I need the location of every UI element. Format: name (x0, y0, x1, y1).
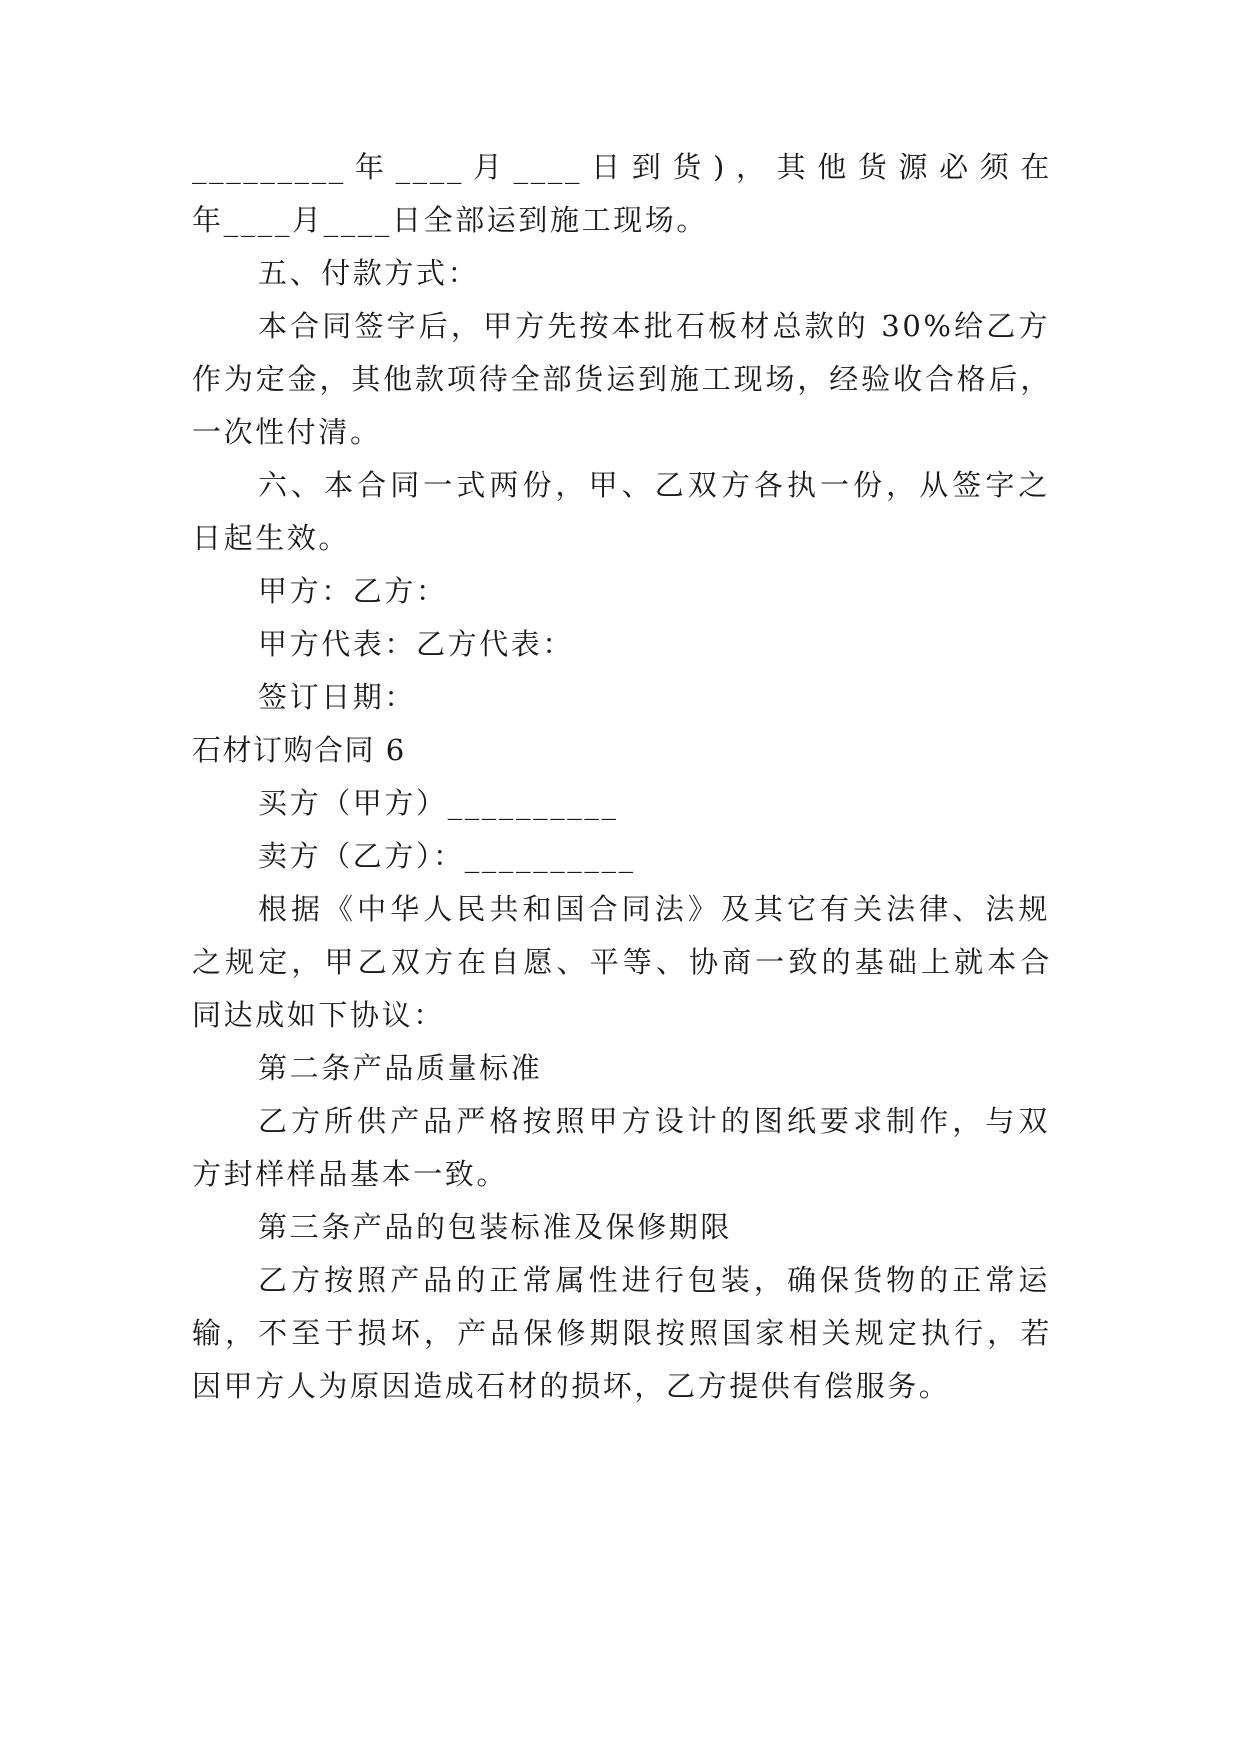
section-heading: 第二条产品质量标准 (258, 1051, 543, 1085)
contract-title: 石材订购合同 6 (192, 733, 406, 767)
seller-line: 卖方（乙方）：__________ (258, 839, 636, 873)
text-line: 方封样样品基本一致。 (192, 1157, 509, 1191)
text-line: 根据《中华人民共和国合同法》及其它有关法律、法规 (258, 892, 1050, 926)
signature-parties: 甲方：乙方： (258, 574, 448, 608)
text-line: 同达成如下协议： (192, 998, 445, 1032)
text-line: 年____月____日全部运到施工现场。 (192, 203, 709, 237)
text-line: 因甲方人为原因造成石材的损坏，乙方提供有偿服务。 (192, 1369, 951, 1403)
text-line: 之规定，甲乙双方在自愿、平等、协商一致的基础上就本合 (192, 945, 1052, 979)
section-heading: 五、付款方式： (258, 256, 480, 290)
text-line: 输，不至于损坏，产品保修期限按照国家相关规定执行，若 (192, 1316, 1052, 1350)
text-line: 乙方所供产品严格按照甲方设计的图纸要求制作，与双 (258, 1104, 1050, 1138)
text-line: 作为定金，其他款项待全部货运到施工现场，经验收合格后， (192, 362, 1052, 396)
signature-representatives: 甲方代表：乙方代表： (258, 627, 575, 661)
text-line: 日起生效。 (192, 521, 351, 555)
text-line: 一次性付清。 (192, 415, 382, 449)
section-heading: 第三条产品的包装标准及保修期限 (258, 1210, 733, 1244)
text-line: _________年____月____日到货)，其他货源必须在 (192, 150, 1052, 184)
text-line: 乙方按照产品的正常属性进行包装，确保货物的正常运 (258, 1263, 1050, 1297)
text-line: 本合同签字后，甲方先按本批石板材总款的 30%给乙方 (258, 309, 1050, 343)
buyer-line: 买方（甲方）__________ (258, 786, 619, 820)
signing-date: 签订日期： (258, 680, 417, 714)
text-line: 六、本合同一式两份，甲、乙双方各执一份，从签字之 (258, 468, 1050, 502)
